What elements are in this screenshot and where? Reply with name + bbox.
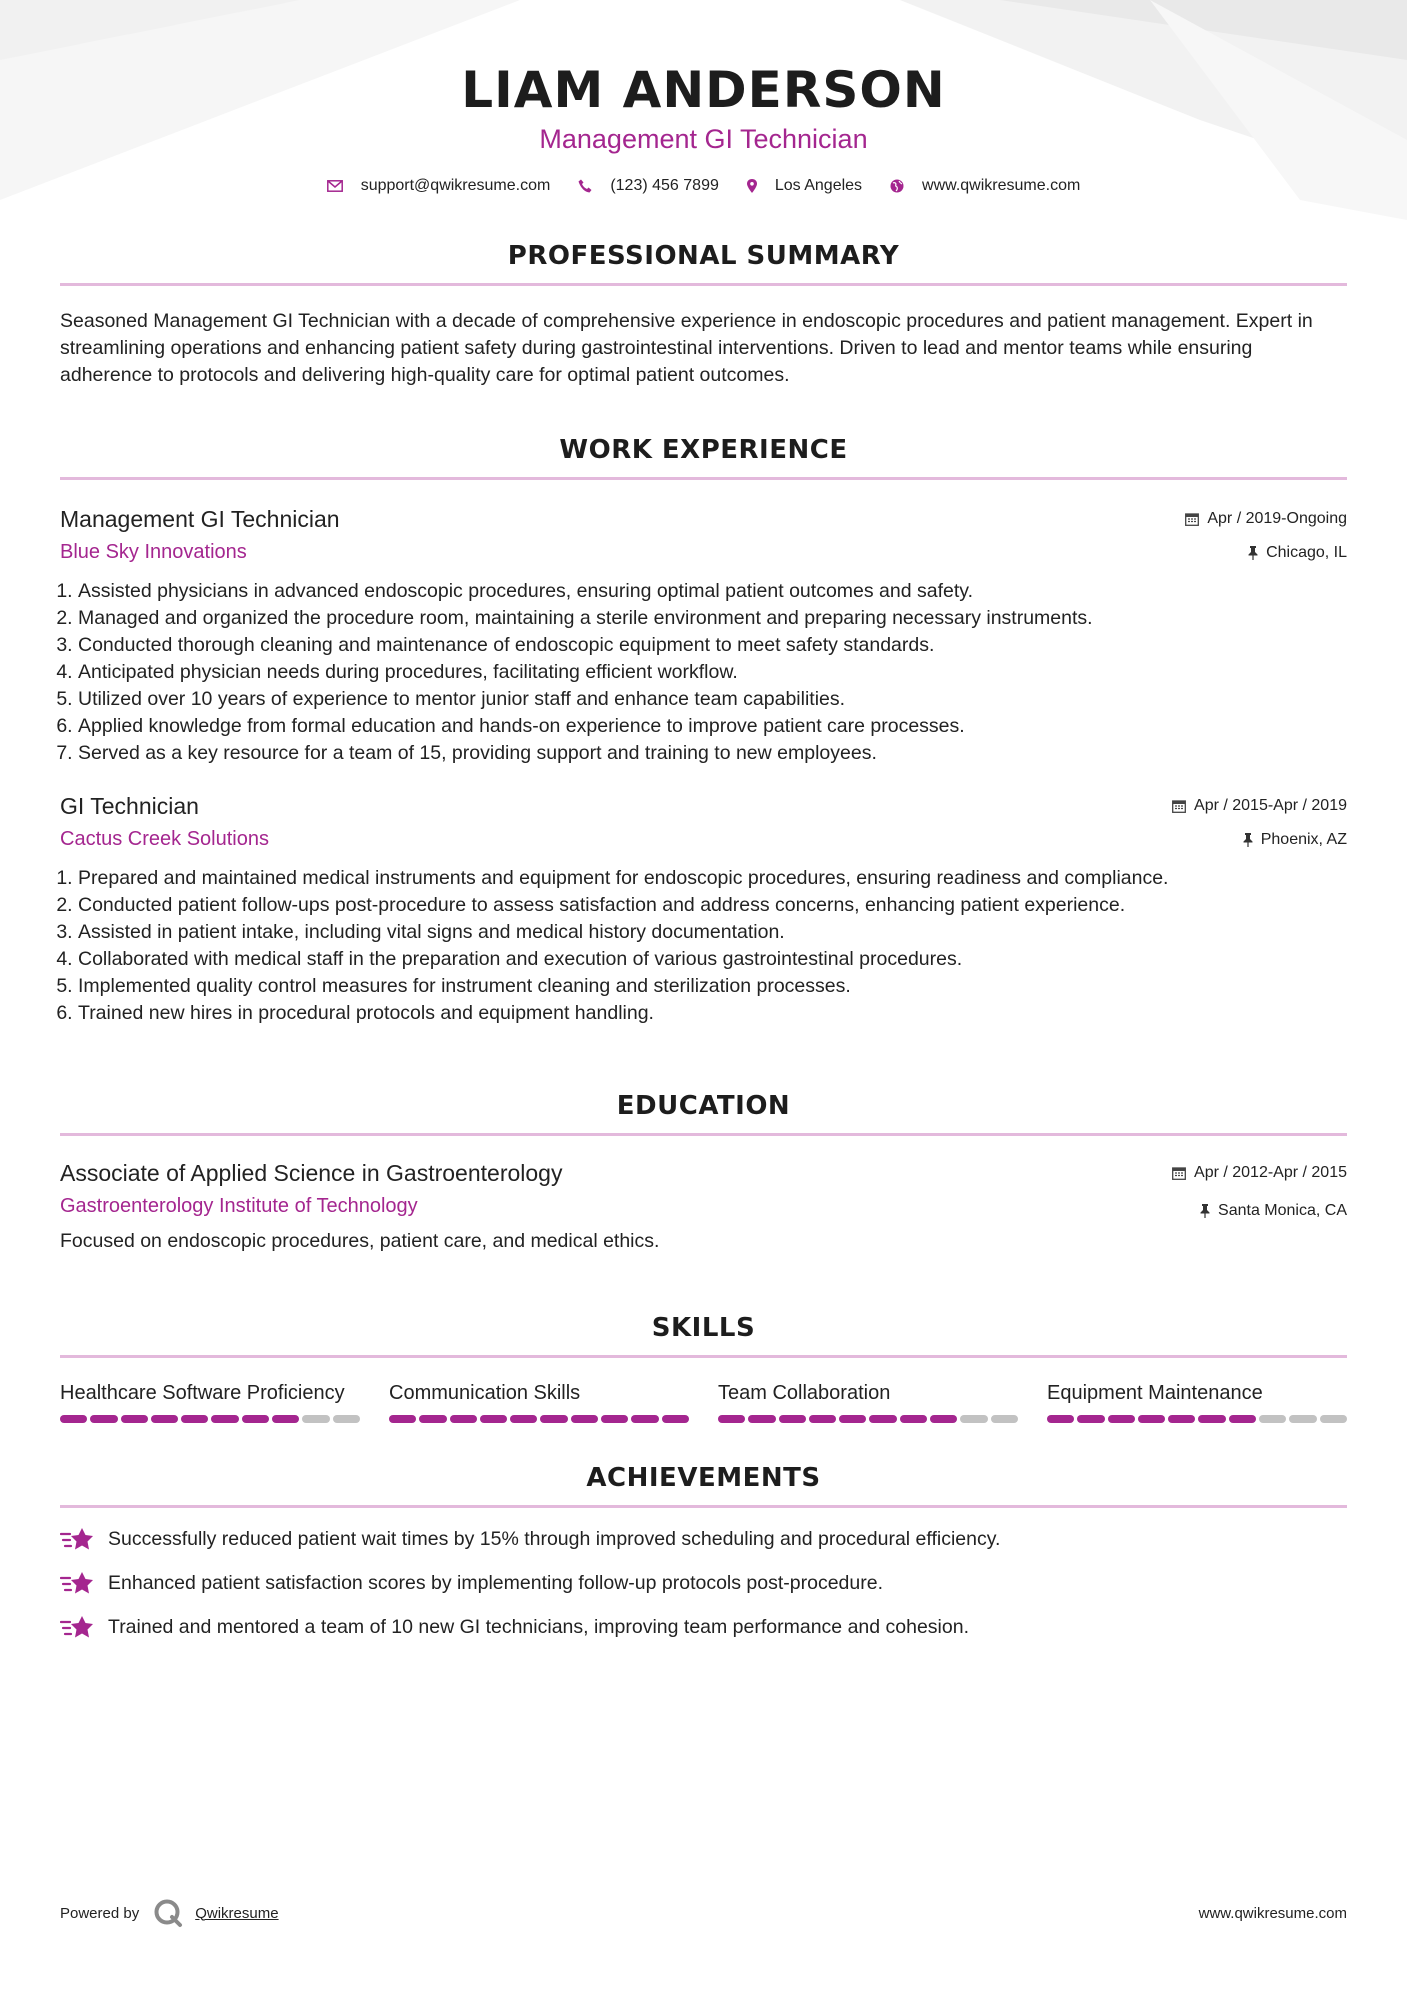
education-description: Focused on endoscopic procedures, patient care, and medical ethics. xyxy=(60,1230,660,1252)
duty-item: 1. Assisted physicians in advanced endoscopic procedures, ensuring optimal patient outcomes and safety. xyxy=(78,578,1347,605)
skill-segment-filled xyxy=(601,1415,628,1423)
skill-segment-filled xyxy=(242,1415,269,1423)
education-section xyxy=(0,1091,1407,1253)
pushpin-icon xyxy=(1200,1204,1210,1218)
section-divider xyxy=(60,283,1347,286)
achievement-item xyxy=(60,1570,1347,1596)
star-icon xyxy=(60,1570,94,1596)
skill-segment-filled xyxy=(480,1415,507,1423)
star-icon xyxy=(60,1526,94,1552)
job-title: Management GI Technician xyxy=(60,506,340,532)
degree-title: Associate of Applied Science in Gastroenterology xyxy=(60,1160,563,1186)
location-text: Los Angeles xyxy=(774,177,863,194)
skill-segment-empty xyxy=(991,1415,1018,1423)
pushpin-icon xyxy=(1248,546,1258,560)
skill-segment-empty xyxy=(333,1415,360,1423)
brand-link[interactable]: Qwikresume xyxy=(195,1904,279,1922)
contact-location xyxy=(747,177,862,195)
skill-segment-filled xyxy=(718,1415,745,1423)
achievements-section xyxy=(0,1463,1407,1640)
job-entry xyxy=(60,793,1347,1027)
skill-segment-filled xyxy=(662,1415,689,1423)
candidate-role: Management GI Technician xyxy=(539,124,868,154)
duty-item: 3. Conducted thorough cleaning and maintenance of endoscopic equipment to meet safety standards. xyxy=(78,632,1347,659)
duty-item: 2. Managed and organized the procedure room, maintaining a sterile environment and preparing necessary instruments. xyxy=(78,605,1347,632)
duty-item: 3. Assisted in patient intake, including vital signs and medical history documentation. xyxy=(78,919,1347,946)
skill-segment-filled xyxy=(540,1415,567,1423)
candidate-name: LIAM ANDERSON xyxy=(461,61,946,119)
skill-segment-filled xyxy=(181,1415,208,1423)
achievement-item xyxy=(60,1614,1347,1640)
skill-segment-filled xyxy=(1138,1415,1165,1423)
skill-item xyxy=(1047,1382,1347,1423)
section-divider xyxy=(60,1505,1347,1508)
duty-item: 7. Served as a key resource for a team of 15, providing support and training to new employees. xyxy=(78,740,1347,767)
phone-text: (123) 456 7899 xyxy=(610,177,719,194)
education-location: Santa Monica, CA xyxy=(1218,1202,1347,1219)
pushpin-icon xyxy=(1243,833,1253,847)
skill-segment-filled xyxy=(1198,1415,1225,1423)
skill-name: Team Collaboration xyxy=(718,1382,891,1404)
education-heading: EDUCATION xyxy=(616,1091,791,1121)
contact-bar xyxy=(0,177,1407,195)
calendar-icon xyxy=(1185,512,1199,526)
skill-segment-filled xyxy=(510,1415,537,1423)
duty-item: 5. Utilized over 10 years of experience to mentor junior staff and enhance team capabilities. xyxy=(78,686,1347,713)
star-icon xyxy=(60,1614,94,1640)
skill-item xyxy=(718,1382,1018,1423)
calendar-icon xyxy=(1172,799,1186,813)
contact-website[interactable] xyxy=(890,177,1080,195)
school-name: Gastroenterology Institute of Technology xyxy=(60,1195,418,1217)
skill-segment-filled xyxy=(151,1415,178,1423)
section-divider xyxy=(60,1355,1347,1358)
contact-phone[interactable] xyxy=(578,177,719,195)
skill-item xyxy=(389,1382,689,1423)
footer-website[interactable]: www.qwikresume.com xyxy=(1198,1904,1347,1922)
job-dates: Apr / 2015-Apr / 2019 xyxy=(1194,797,1347,814)
skill-segment-filled xyxy=(748,1415,775,1423)
company-name: Blue Sky Innovations xyxy=(60,541,247,563)
skill-segment-filled xyxy=(869,1415,896,1423)
summary-section xyxy=(0,241,1407,389)
envelope-icon xyxy=(327,180,343,192)
company-name: Cactus Creek Solutions xyxy=(60,828,269,850)
job-title: GI Technician xyxy=(60,793,199,819)
experience-heading: WORK EXPERIENCE xyxy=(559,435,848,465)
skill-segment-filled xyxy=(1108,1415,1135,1423)
skill-item xyxy=(60,1382,360,1423)
powered-by xyxy=(60,1898,279,1928)
skill-segment-empty xyxy=(302,1415,329,1423)
skill-segment-filled xyxy=(839,1415,866,1423)
skill-segment-filled xyxy=(389,1415,416,1423)
job-entry xyxy=(60,506,1347,767)
achievements-list xyxy=(60,1526,1347,1640)
job-duties-list xyxy=(60,578,1347,767)
summary-text: Seasoned Management GI Technician with a decade of comprehensive experience in endoscopic procedures and patient management. Expert in streamlining operations and enhancing patient safety during gastrointestinal interventions. Driven to lead and mentor teams while ensuring adherence to protocols and delivering high-quality care for optimal patient outcomes. xyxy=(60,310,1313,386)
skill-name: Healthcare Software Proficiency xyxy=(60,1382,345,1404)
skill-segment-empty xyxy=(1289,1415,1316,1423)
skill-name: Equipment Maintenance xyxy=(1047,1382,1263,1404)
skill-segment-filled xyxy=(419,1415,446,1423)
skill-segment-filled xyxy=(121,1415,148,1423)
skill-segment-empty xyxy=(1259,1415,1286,1423)
skill-segment-filled xyxy=(450,1415,477,1423)
achievements-heading: ACHIEVEMENTS xyxy=(586,1463,821,1493)
skill-name: Communication Skills xyxy=(389,1382,581,1404)
skill-segment-empty xyxy=(960,1415,987,1423)
skill-segment-filled xyxy=(930,1415,957,1423)
qwikresume-logo-icon xyxy=(153,1898,183,1928)
job-location: Phoenix, AZ xyxy=(1260,831,1347,848)
skill-segment-filled xyxy=(631,1415,658,1423)
powered-by-label: Powered by xyxy=(60,1904,140,1922)
section-divider xyxy=(60,1133,1347,1136)
globe-icon xyxy=(890,179,904,193)
skill-segment-filled xyxy=(272,1415,299,1423)
skills-grid xyxy=(60,1382,1347,1423)
skill-segment-filled xyxy=(60,1415,87,1423)
section-divider xyxy=(60,477,1347,480)
experience-section xyxy=(0,435,1407,1027)
skills-section xyxy=(0,1313,1407,1423)
skill-segment-filled xyxy=(571,1415,598,1423)
job-duties-list xyxy=(60,865,1347,1027)
skill-segment-empty xyxy=(1320,1415,1347,1423)
footer xyxy=(60,1898,1347,1928)
website-text: www.qwikresume.com xyxy=(922,177,1081,194)
duty-item: 5. Implemented quality control measures for instrument cleaning and sterilization processes. xyxy=(78,973,1347,1000)
skill-segment-filled xyxy=(1229,1415,1256,1423)
skill-segment-filled xyxy=(1077,1415,1104,1423)
skill-segment-filled xyxy=(1047,1415,1074,1423)
duty-item: 6. Trained new hires in procedural protocols and equipment handling. xyxy=(78,1000,1347,1027)
phone-icon xyxy=(578,179,592,193)
achievement-text: Enhanced patient satisfaction scores by implementing follow-up protocols post-procedure. xyxy=(108,1571,884,1594)
duty-item: 4. Collaborated with medical staff in the preparation and execution of various gastrointestinal procedures. xyxy=(78,946,1347,973)
duty-item: 1. Prepared and maintained medical instruments and equipment for endoscopic procedures, ensuring readiness and compliance. xyxy=(78,865,1347,892)
duty-item: 2. Conducted patient follow-ups post-procedure to assess satisfaction and address concerns, enhancing patient experience. xyxy=(78,892,1347,919)
email-text: support@qwikresume.com xyxy=(360,177,551,194)
duty-item: 4. Anticipated physician needs during procedures, facilitating efficient workflow. xyxy=(78,659,1347,686)
summary-heading: PROFESSIONAL SUMMARY xyxy=(507,241,900,271)
skill-segment-filled xyxy=(809,1415,836,1423)
duty-item: 6. Applied knowledge from formal education and hands-on experience to improve patient care processes. xyxy=(78,713,1347,740)
skill-segment-filled xyxy=(1168,1415,1195,1423)
skill-level-bar xyxy=(60,1415,360,1423)
skill-segment-filled xyxy=(90,1415,117,1423)
skill-level-bar xyxy=(389,1415,689,1423)
achievement-item xyxy=(60,1526,1347,1552)
skill-segment-filled xyxy=(211,1415,238,1423)
skills-heading: SKILLS xyxy=(651,1313,756,1343)
map-pin-icon xyxy=(747,179,757,193)
resume-header xyxy=(0,0,1407,195)
skill-level-bar xyxy=(1047,1415,1347,1423)
achievement-text: Trained and mentored a team of 10 new GI technicians, improving team performance and cohesion. xyxy=(108,1615,969,1638)
skill-segment-filled xyxy=(779,1415,806,1423)
job-location: Chicago, IL xyxy=(1266,544,1347,561)
achievement-text: Successfully reduced patient wait times by 15% through improved scheduling and procedural efficiency. xyxy=(108,1527,1001,1550)
calendar-icon xyxy=(1172,1166,1186,1180)
job-list xyxy=(60,506,1347,1027)
skill-level-bar xyxy=(718,1415,1018,1423)
job-dates: Apr / 2019-Ongoing xyxy=(1207,510,1347,527)
contact-email[interactable] xyxy=(327,177,551,195)
education-dates: Apr / 2012-Apr / 2015 xyxy=(1194,1164,1347,1181)
skill-segment-filled xyxy=(900,1415,927,1423)
